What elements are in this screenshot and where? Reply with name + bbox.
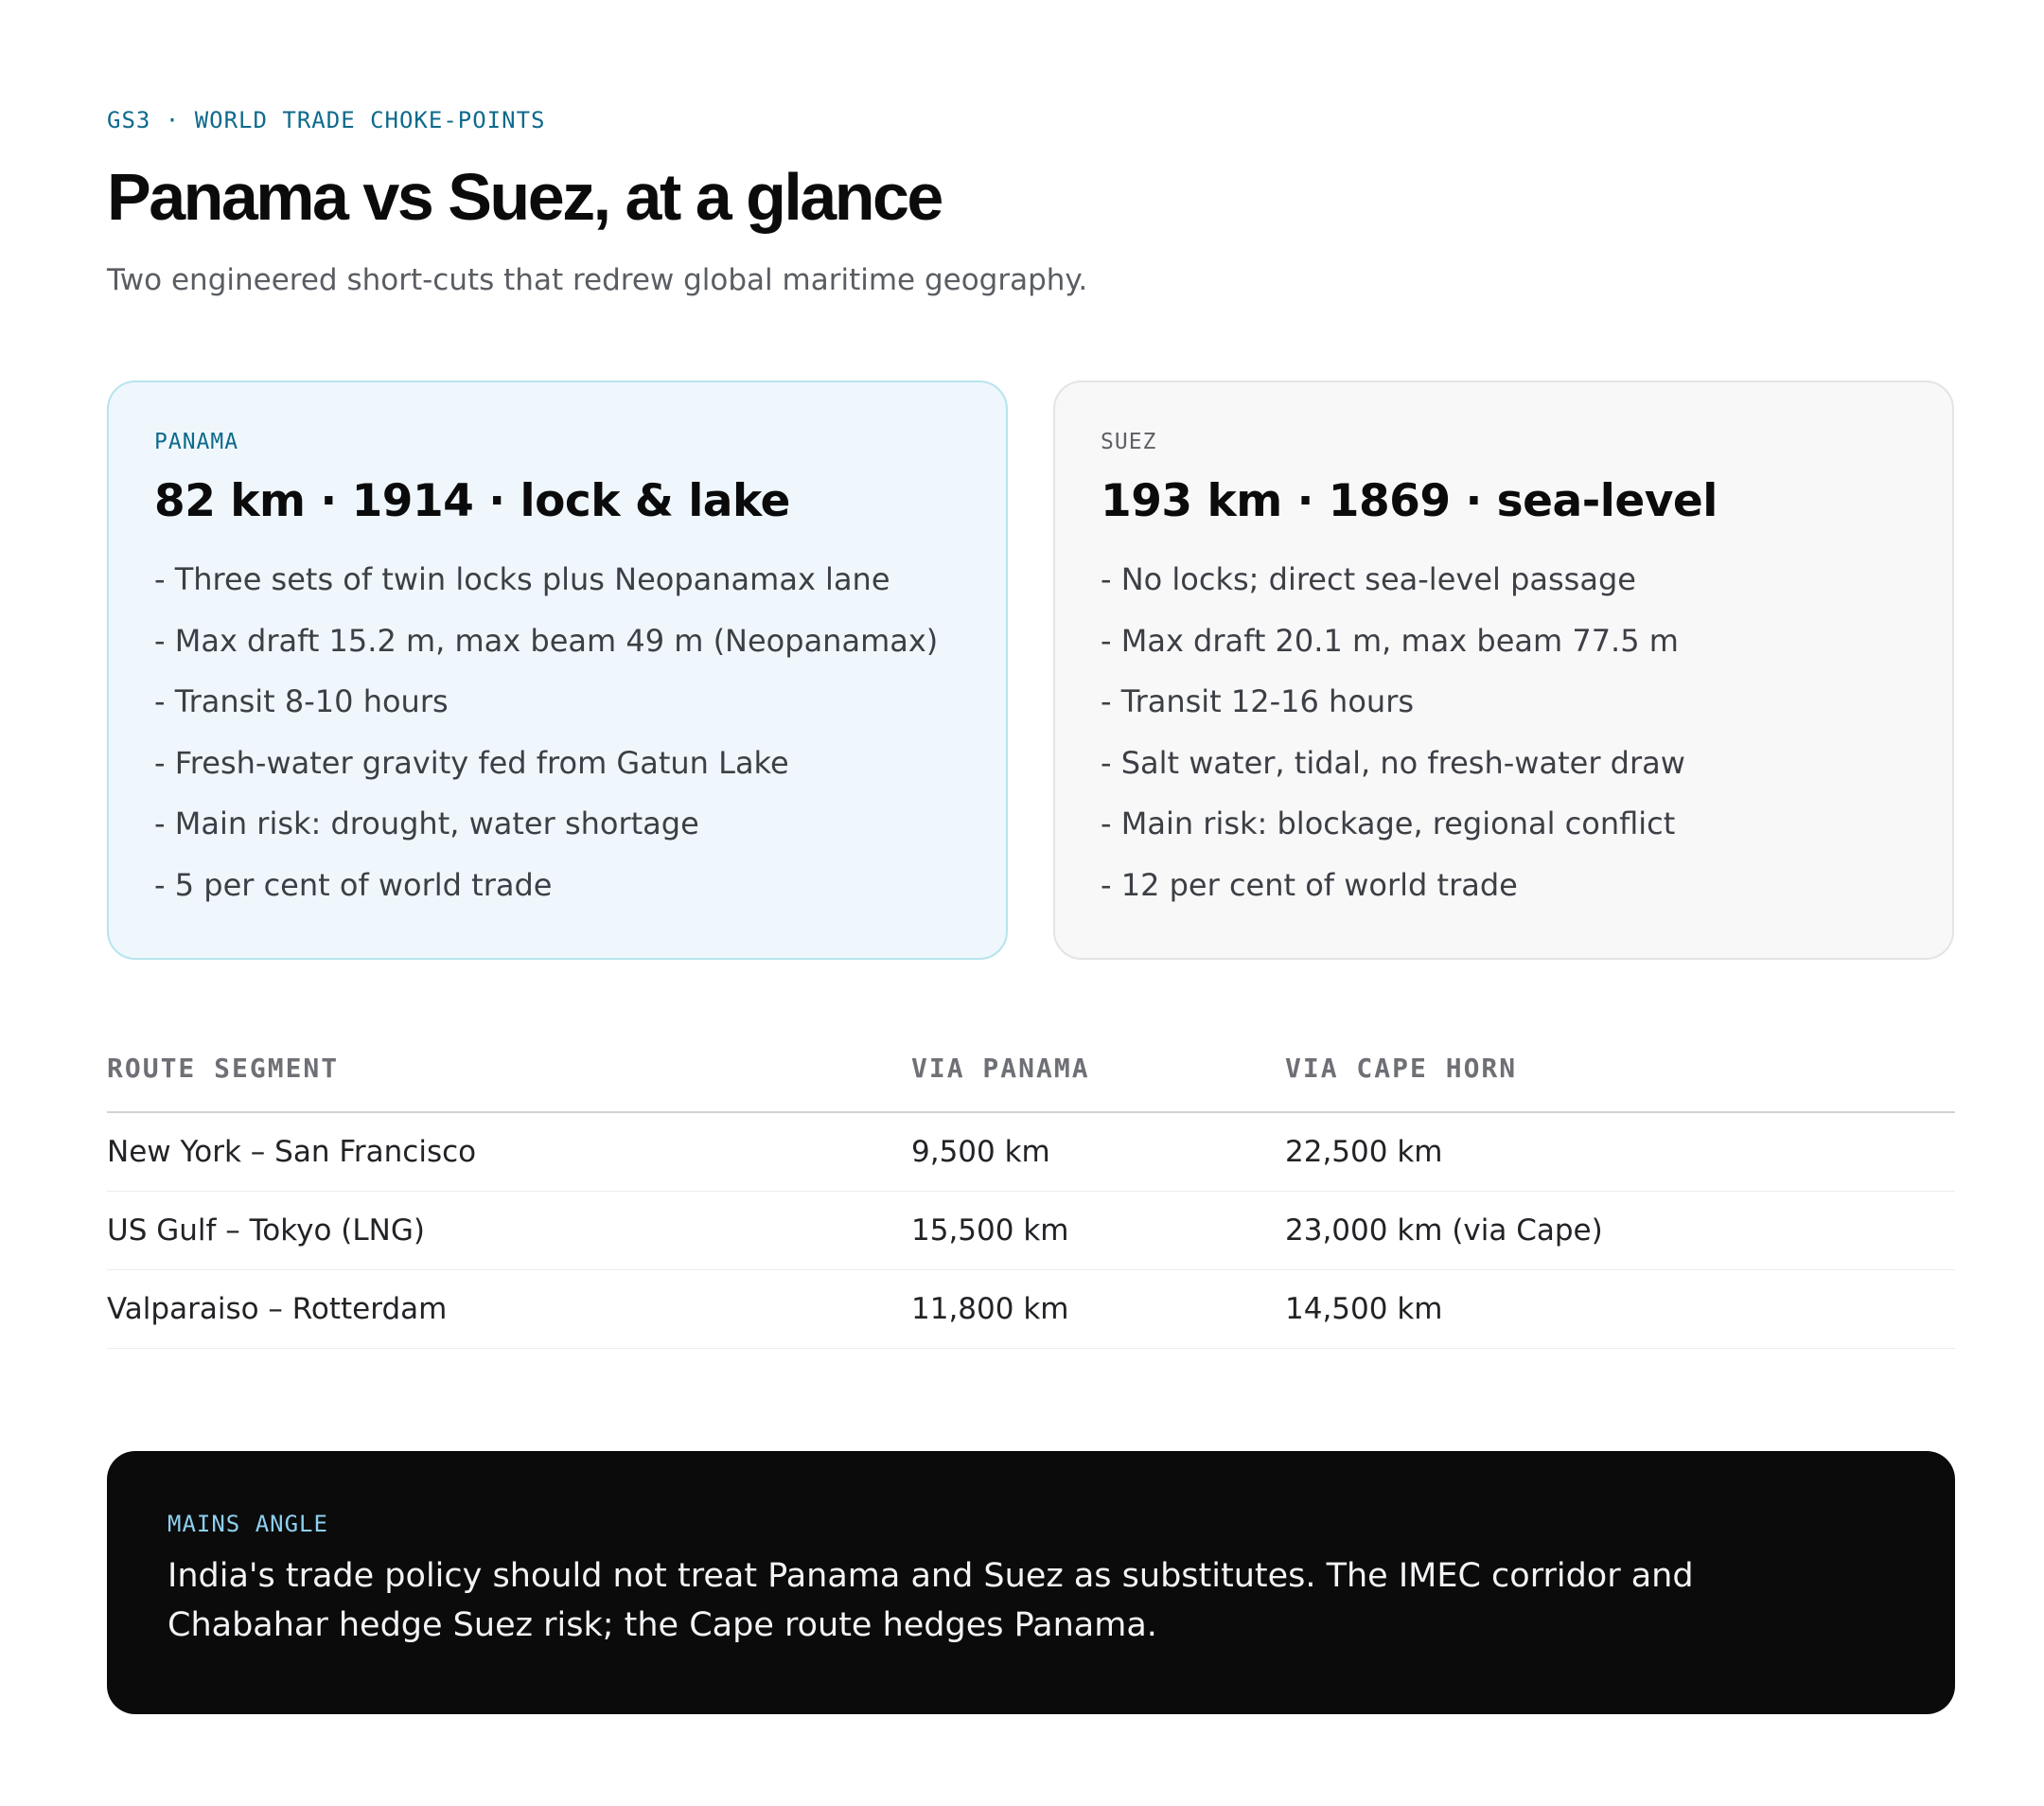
suez-card-headline: 193 km · 1869 · sea-level (1101, 475, 1718, 527)
via-panama-cell: 15,500 km (911, 1192, 1285, 1270)
list-item: - No locks; direct sea-level passage (1101, 561, 1636, 597)
column-header-via-cape-horn: VIA CAPE HORN (1285, 1049, 1955, 1112)
list-item: - Max draft 20.1 m, max beam 77.5 m (1101, 622, 1679, 659)
table-row (107, 1192, 1955, 1270)
mains-angle-callout (107, 1451, 1955, 1714)
list-item: - Transit 12-16 hours (1101, 683, 1415, 719)
route-segment-cell: Valparaiso – Rotterdam (107, 1270, 911, 1349)
list-item: - Transit 8-10 hours (154, 683, 449, 719)
section-eyebrow: GS3 · WORLD TRADE CHOKE-POINTS (107, 107, 546, 133)
list-item: - Main risk: drought, water shortage (154, 806, 699, 841)
via-panama-cell: 9,500 km (911, 1112, 1285, 1192)
callout-label: MAINS ANGLE (167, 1511, 328, 1537)
route-distance-table (107, 1049, 1955, 1349)
list-item: - Max draft 15.2 m, max beam 49 m (Neopanamax) (154, 622, 939, 659)
page-subtitle: Two engineered short-cuts that redrew global maritime geography. (107, 263, 1088, 297)
panama-card-label: PANAMA (154, 430, 239, 454)
column-header-route-segment: ROUTE SEGMENT (107, 1049, 911, 1112)
page-title: Panama vs Suez, at a glance (107, 160, 942, 234)
via-cape-horn-cell: 14,500 km (1285, 1270, 1955, 1349)
list-item: - Main risk: blockage, regional conflict (1101, 806, 1676, 841)
route-segment-cell: New York – San Francisco (107, 1112, 911, 1192)
panama-facts-list (154, 560, 960, 904)
list-item: - Three sets of twin locks plus Neopanamax lane (154, 561, 890, 597)
table-row (107, 1112, 1955, 1192)
panama-card-headline: 82 km · 1914 · lock & lake (154, 475, 790, 527)
list-item: - Fresh-water gravity fed from Gatun Lake (154, 744, 789, 781)
via-cape-horn-cell: 22,500 km (1285, 1112, 1955, 1192)
route-table (107, 1049, 1955, 1349)
panama-card (107, 381, 1008, 960)
suez-facts-list (1101, 560, 1907, 904)
suez-card (1053, 381, 1954, 960)
table-row (107, 1270, 1955, 1349)
list-item: - 5 per cent of world trade (154, 866, 553, 903)
via-cape-horn-cell: 23,000 km (via Cape) (1285, 1192, 1955, 1270)
column-header-via-panama: VIA PANAMA (911, 1049, 1285, 1112)
list-item: - 12 per cent of world trade (1101, 866, 1518, 903)
table-header-row (107, 1049, 1955, 1112)
route-segment-cell: US Gulf – Tokyo (LNG) (107, 1192, 911, 1270)
callout-text: India's trade policy should not treat Panama and Suez as substitutes. The IMEC corridor and Chabahar hedge Suez risk; the Cape route hedges Panama. (167, 1557, 1694, 1644)
suez-card-label: SUEZ (1101, 430, 1157, 454)
list-item: - Salt water, tidal, no fresh-water draw (1101, 744, 1685, 781)
via-panama-cell: 11,800 km (911, 1270, 1285, 1349)
